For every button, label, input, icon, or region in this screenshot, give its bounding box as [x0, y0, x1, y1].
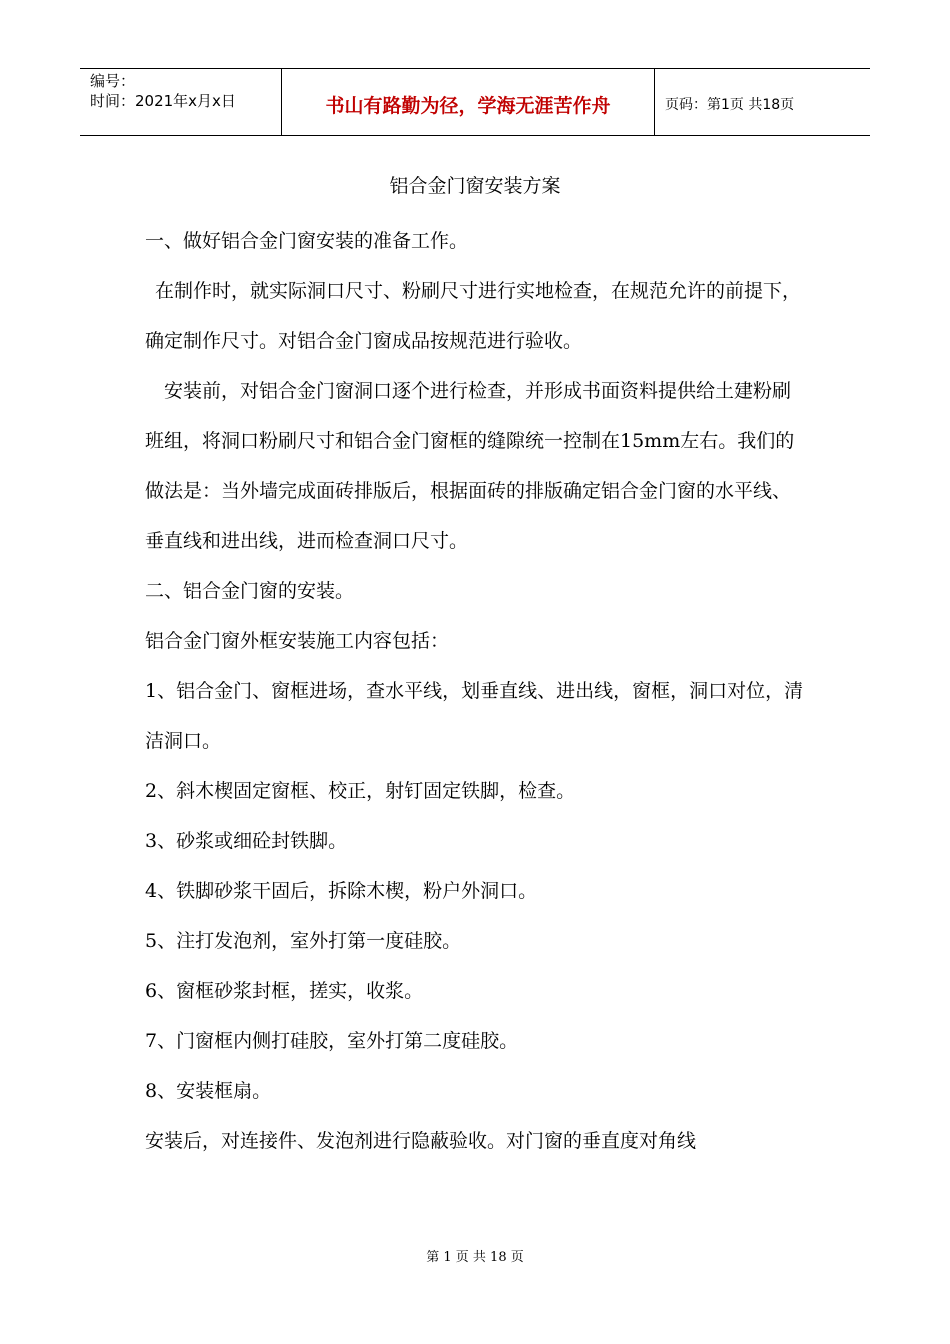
list-item: 5、注打发泡剂，室外打第一度硅胶。 — [145, 930, 462, 952]
header-page-info: 页码：第1页 共18页 — [665, 97, 795, 113]
paragraph: 二、铝合金门窗的安装。 — [145, 580, 355, 602]
list-item: 6、窗框砂浆封框，搓实，收浆。 — [145, 980, 424, 1002]
document-body — [145, 216, 807, 1166]
list-item: 7、门窗框内侧打硅胶，室外打第二度硅胶。 — [145, 1030, 519, 1052]
header-motto: 书山有路勤为径，学海无涯苦作舟 — [282, 69, 655, 135]
paragraph: 在制作时，就实际洞口尺寸、粉刷尺寸进行实地检查，在规范允许的前提下，确定制作尺寸。对铝合金门窗成品按规范进行验收。 — [145, 280, 802, 352]
document-title: 铝合金门窗安装方案 — [389, 175, 561, 197]
paragraph: 安装后，对连接件、发泡剂进行隐蔽验收。对门窗的垂直度对角线 — [145, 1130, 697, 1152]
time-label: 时间：2021年x月x日 — [90, 92, 236, 110]
page-footer: 第 1 页 共 18 页 — [426, 1250, 524, 1265]
list-item: 2、斜木楔固定窗框、校正，射钉固定铁脚，检查。 — [145, 780, 576, 802]
list-item: 1、铝合金门、窗框进场，查水平线，划垂直线、进出线，窗框，洞口对位，清洁洞口。 — [145, 680, 804, 752]
paragraph: 铝合金门窗外框安装施工内容包括： — [145, 630, 450, 652]
paragraph: 安装前，对铝合金门窗洞口逐个进行检查，并形成书面资料提供给土建粉刷班组，将洞口粉刷尺寸和铝合金门窗框的缝隙统一控制在15mm左右。我们的做法是：当外墙完成面砖排版后，根据面砖的排版确定铝合金门窗的水平线、垂直线和进出线，进而检查洞口尺寸。 — [145, 380, 795, 552]
list-item: 3、砂浆或细砼封铁脚。 — [145, 830, 348, 852]
list-item: 8、安装框扇。 — [145, 1080, 272, 1102]
paragraph: 一、做好铝合金门窗安装的准备工作。 — [145, 230, 469, 252]
document-header — [80, 68, 870, 136]
header-meta-cell — [80, 69, 282, 135]
list-item: 4、铁脚砂浆干固后，拆除木楔，粉户外洞口。 — [145, 880, 538, 902]
number-label: 编号： — [90, 72, 136, 90]
